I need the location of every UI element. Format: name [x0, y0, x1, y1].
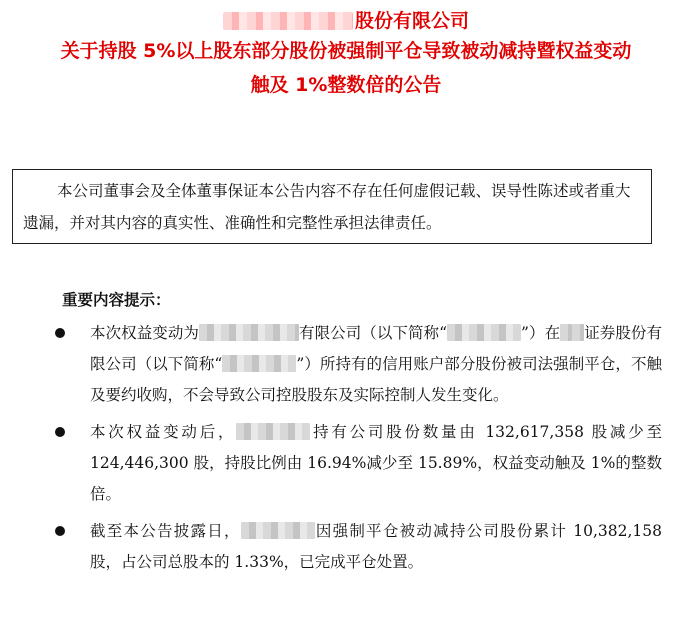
company-name	[0, 8, 692, 34]
redacted-text	[572, 324, 584, 341]
headline-line-2: 触及 1%整数倍的公告	[250, 74, 442, 96]
announcement-header	[0, 8, 692, 102]
key-point-1: 本次权益变动为 有限公司（以下简称“ ”）在 证券股份有限公司（以下简称“ ”）所持有的信用账户部分股份被司法强制平仓，不触及要约收购，不会导致公司控股股东及实际控制人发生变化。	[62, 318, 662, 411]
bullet-icon	[55, 328, 65, 338]
key-points-title: 重要内容提示：	[62, 291, 171, 309]
declaration-text: 本公司董事会及全体董事保证本公告内容不存在任何虚假记载、误导性陈述或者重大遗漏，并对其内容的真实性、准确性和完整性承担法律责任。	[23, 182, 631, 232]
company-suffix: 股份有限公司	[354, 10, 469, 32]
bullet-icon	[55, 427, 65, 437]
headline-line-1: 关于持股 5%以上股东部分股份被强制平仓导致被动减持暨权益变动	[60, 40, 632, 62]
redacted-text	[241, 522, 315, 539]
board-declaration-box	[12, 169, 652, 244]
redacted-text	[236, 423, 310, 440]
key-point-3: 截至本公告披露日， 因强制平仓被动减持公司股份累计 10,382,158 股，占公司总股本的 1.33%，已完成平仓处置。	[62, 516, 662, 578]
key-points-section	[62, 285, 662, 584]
redacted-text	[560, 324, 572, 341]
redacted-text	[222, 355, 296, 372]
bullet-icon	[55, 526, 65, 536]
redacted-text	[199, 324, 299, 341]
redacted-text	[447, 324, 521, 341]
key-point-2: 本次权益变动后， 持有公司股份数量由 132,617,358 股减少至 124,446,300 股，持股比例由 16.94%减少至 15.89%，权益变动触及 1%的整数倍。	[62, 417, 662, 510]
redacted-company-name	[223, 12, 353, 30]
announcement-title	[0, 34, 692, 102]
